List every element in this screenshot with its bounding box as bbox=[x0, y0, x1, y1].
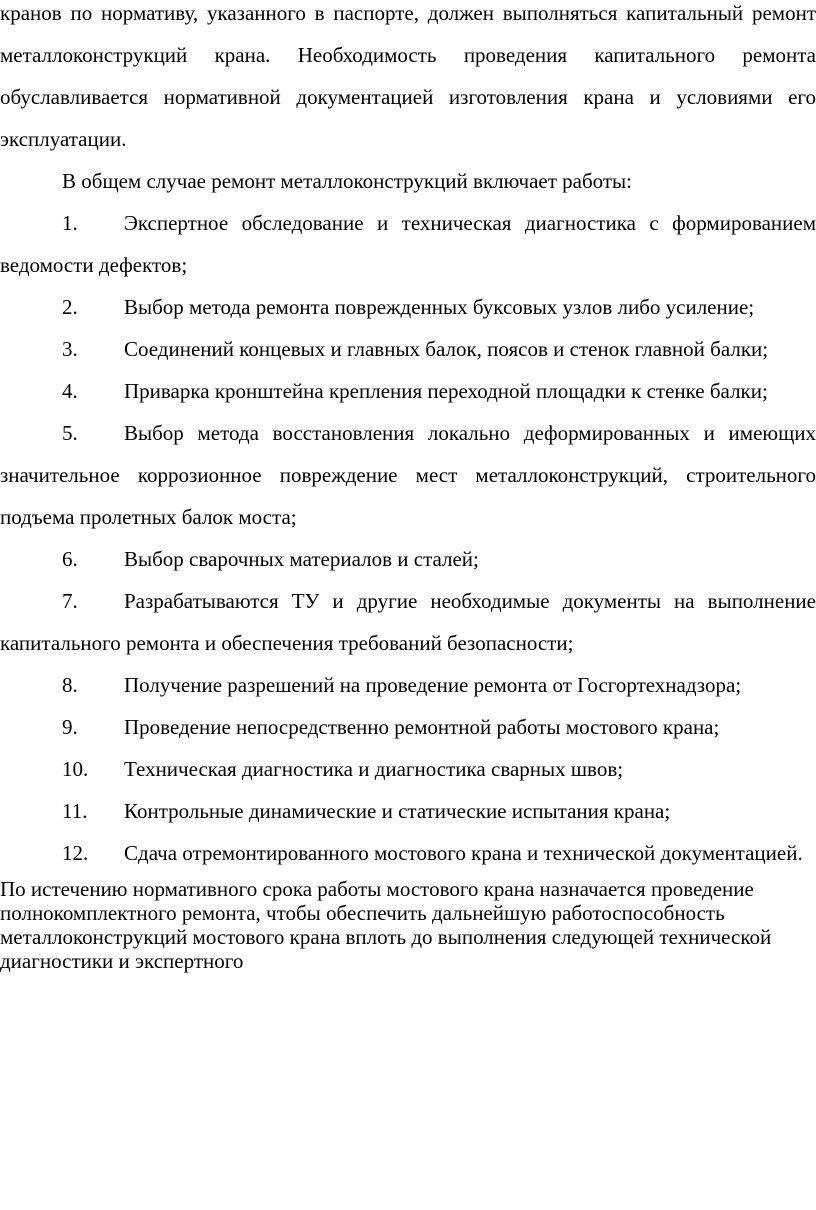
list-item bbox=[0, 706, 816, 748]
list-item bbox=[0, 538, 816, 580]
list-item-text: Экспертное обследование и техническая диагностика с формированием ведомости дефектов; bbox=[0, 211, 816, 277]
list-item bbox=[0, 580, 816, 664]
list-item bbox=[0, 370, 816, 412]
list-item-text: Выбор метода восстановления локально деформированных и имеющих значительное коррозионное повреждение мест металлоконструкций, строительного подъема пролетных балок моста; bbox=[0, 421, 816, 529]
list-item-text: Контрольные динамические и статические испытания крана; bbox=[124, 799, 671, 823]
list-item-text: Выбор сварочных материалов и сталей; bbox=[124, 547, 479, 571]
list-item-number: 9. bbox=[62, 715, 78, 739]
list-item-number: 12. bbox=[62, 841, 89, 865]
list-item bbox=[0, 202, 816, 286]
list-item-text: Разрабатываются ТУ и другие необходимые документы на выполнение капитального ремонта и обеспечения требований безопасности; bbox=[0, 589, 816, 655]
list-item-text: Выбор метода ремонта поврежденных буксовых узлов либо усиление; bbox=[124, 295, 755, 319]
list-item-text: Сдача отремонтированного мостового крана и технической документацией. bbox=[124, 841, 803, 865]
list-item-number: 1. bbox=[62, 211, 78, 235]
list-item-number: 2. bbox=[62, 295, 78, 319]
list-item-text: Соединений концевых и главных балок, поясов и стенок главной балки; bbox=[124, 337, 769, 361]
list-item bbox=[0, 286, 816, 328]
list-item-number: 10. bbox=[62, 757, 89, 781]
list-item-text: Приварка кронштейна крепления переходной площадки к стенке балки; bbox=[124, 379, 768, 403]
list-item bbox=[0, 664, 816, 706]
list-item-text: Проведение непосредственно ремонтной работы мостового крана; bbox=[124, 715, 720, 739]
list-item-number: 5. bbox=[62, 421, 78, 445]
intro-paragraph: кранов по нормативу, указанного в паспорте, должен выполняться капитальный ремонт металлоконструкций крана. Необходимость проведения капитального ремонта обуславливается нормативной документацией изготовления крана и условиями его эксплуатации. bbox=[0, 1, 816, 151]
list-item-number: 8. bbox=[62, 673, 78, 697]
list-item-text: Получение разрешений на проведение ремонта от Госгортехнадзора; bbox=[124, 673, 742, 697]
list-item bbox=[0, 832, 816, 874]
list-item-number: 6. bbox=[62, 547, 78, 571]
closing-paragraph: По истечению нормативного срока работы мостового крана назначается проведение полнокомплектного ремонта, чтобы обеспечить дальнейшую работоспособность металлоконструкций мостового крана вплоть до выполнения следующей технической диагностики и экспертного bbox=[0, 877, 772, 973]
list-item-number: 11. bbox=[62, 799, 88, 823]
list-item-number: 4. bbox=[62, 379, 78, 403]
list-item bbox=[0, 328, 816, 370]
work-list bbox=[0, 202, 816, 874]
list-item bbox=[0, 748, 816, 790]
list-item bbox=[0, 412, 816, 538]
list-lead-paragraph: В общем случае ремонт металлоконструкций включает работы: bbox=[62, 169, 632, 193]
list-item bbox=[0, 790, 816, 832]
list-item-number: 3. bbox=[62, 337, 78, 361]
list-item-text: Техническая диагностика и диагностика сварных швов; bbox=[124, 757, 624, 781]
list-item-number: 7. bbox=[62, 589, 78, 613]
